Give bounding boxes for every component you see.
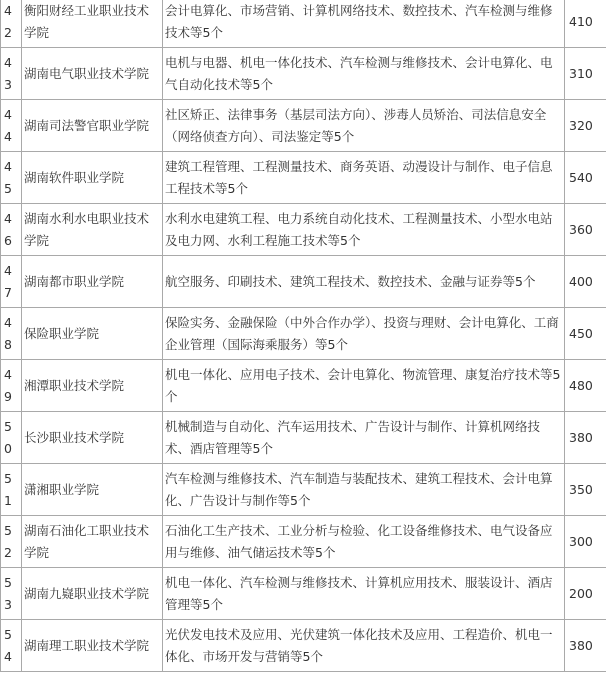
major-list: 电机与电器、机电一体化技术、汽车检测与维修技术、会计电算化、电气自动化技术等5个 bbox=[163, 48, 565, 100]
row-number: 46 bbox=[1, 204, 22, 256]
enrollment-count: 450 bbox=[565, 308, 606, 360]
school-name: 衡阳财经工业职业技术学院 bbox=[22, 0, 163, 48]
table-row bbox=[1, 620, 606, 672]
table-row bbox=[1, 0, 606, 48]
school-name: 湖南水利水电职业技术学院 bbox=[22, 204, 163, 256]
row-number: 54 bbox=[1, 620, 22, 672]
table-row bbox=[1, 516, 606, 568]
enrollment-count: 380 bbox=[565, 620, 606, 672]
table-row bbox=[1, 48, 606, 100]
table-row bbox=[1, 568, 606, 620]
enrollment-count: 310 bbox=[565, 48, 606, 100]
enrollment-count: 200 bbox=[565, 568, 606, 620]
enrollment-count: 360 bbox=[565, 204, 606, 256]
table-row bbox=[1, 256, 606, 308]
row-number: 53 bbox=[1, 568, 22, 620]
enrollment-count: 410 bbox=[565, 0, 606, 48]
major-list: 机械制造与自动化、汽车运用技术、广告设计与制作、计算机网络技术、酒店管理等5个 bbox=[163, 412, 565, 464]
major-list: 机电一体化、应用电子技术、会计电算化、物流管理、康复治疗技术等5个 bbox=[163, 360, 565, 412]
row-number: 42 bbox=[1, 0, 22, 48]
enrollment-count: 400 bbox=[565, 256, 606, 308]
table-body bbox=[1, 0, 606, 672]
major-list: 保险实务、金融保险（中外合作办学）、投资与理财、会计电算化、工商企业管理（国际海乘服务）等5个 bbox=[163, 308, 565, 360]
table-row bbox=[1, 360, 606, 412]
table-row bbox=[1, 308, 606, 360]
major-list: 航空服务、印刷技术、建筑工程技术、数控技术、金融与证券等5个 bbox=[163, 256, 565, 308]
major-list: 汽车检测与维修技术、汽车制造与装配技术、建筑工程技术、会计电算化、广告设计与制作等5个 bbox=[163, 464, 565, 516]
table-row bbox=[1, 412, 606, 464]
row-number: 47 bbox=[1, 256, 22, 308]
row-number: 45 bbox=[1, 152, 22, 204]
school-name: 湘潭职业技术学院 bbox=[22, 360, 163, 412]
table-row bbox=[1, 204, 606, 256]
row-number: 51 bbox=[1, 464, 22, 516]
school-name: 湖南九嶷职业技术学院 bbox=[22, 568, 163, 620]
major-list: 建筑工程管理、工程测量技术、商务英语、动漫设计与制作、电子信息工程技术等5个 bbox=[163, 152, 565, 204]
major-list: 石油化工生产技术、工业分析与检验、化工设备维修技术、电气设备应用与维修、油气储运技术等5个 bbox=[163, 516, 565, 568]
school-name: 湖南电气职业技术学院 bbox=[22, 48, 163, 100]
row-number: 50 bbox=[1, 412, 22, 464]
enrollment-count: 350 bbox=[565, 464, 606, 516]
major-list: 光伏发电技术及应用、光伏建筑一体化技术及应用、工程造价、机电一体化、市场开发与营销等5个 bbox=[163, 620, 565, 672]
enrollment-count: 540 bbox=[565, 152, 606, 204]
school-name: 长沙职业技术学院 bbox=[22, 412, 163, 464]
enrollment-count: 480 bbox=[565, 360, 606, 412]
enrollment-count: 320 bbox=[565, 100, 606, 152]
school-name: 湖南软件职业学院 bbox=[22, 152, 163, 204]
school-name: 潇湘职业学院 bbox=[22, 464, 163, 516]
school-name: 湖南都市职业学院 bbox=[22, 256, 163, 308]
school-name: 保险职业学院 bbox=[22, 308, 163, 360]
enrollment-count: 380 bbox=[565, 412, 606, 464]
row-number: 52 bbox=[1, 516, 22, 568]
school-name: 湖南石油化工职业技术学院 bbox=[22, 516, 163, 568]
row-number: 43 bbox=[1, 48, 22, 100]
major-list: 水利水电建筑工程、电力系统自动化技术、工程测量技术、小型水电站及电力网、水利工程施工技术等5个 bbox=[163, 204, 565, 256]
major-list: 社区矫正、法律事务（基层司法方向）、涉毒人员矫治、司法信息安全（网络侦查方向）、司法鉴定等5个 bbox=[163, 100, 565, 152]
row-number: 48 bbox=[1, 308, 22, 360]
table-row bbox=[1, 100, 606, 152]
school-name: 湖南司法警官职业学院 bbox=[22, 100, 163, 152]
table-row bbox=[1, 464, 606, 516]
major-list: 会计电算化、市场营销、计算机网络技术、数控技术、汽车检测与维修技术等5个 bbox=[163, 0, 565, 48]
table-row bbox=[1, 152, 606, 204]
major-list: 机电一体化、汽车检测与维修技术、计算机应用技术、服装设计、酒店管理等5个 bbox=[163, 568, 565, 620]
row-number: 44 bbox=[1, 100, 22, 152]
enrollment-count: 300 bbox=[565, 516, 606, 568]
row-number: 49 bbox=[1, 360, 22, 412]
school-name: 湖南理工职业技术学院 bbox=[22, 620, 163, 672]
